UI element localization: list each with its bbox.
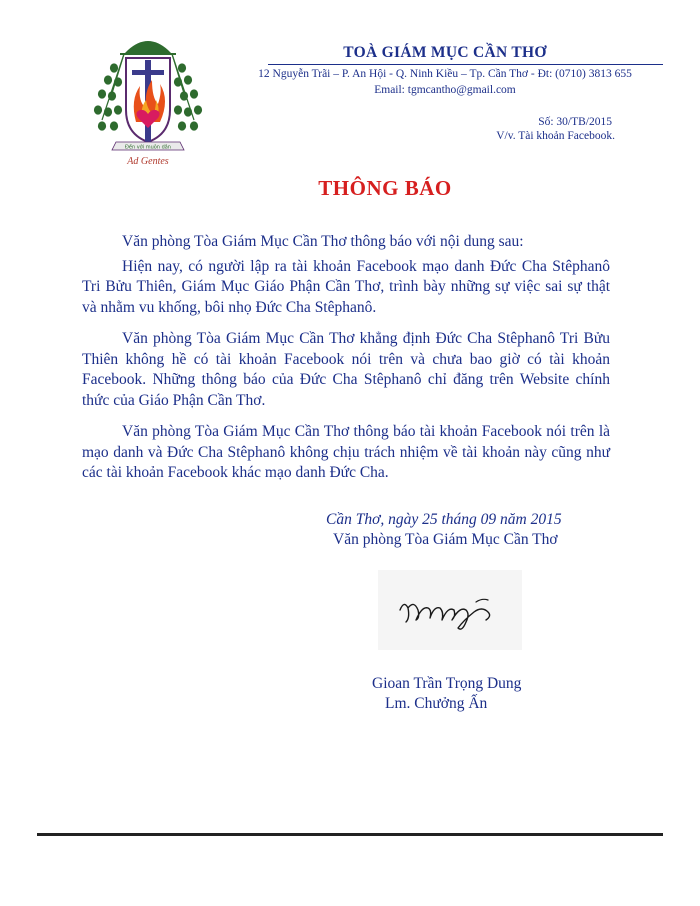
body-paragraph: Văn phòng Tòa Giám Mục Cần Thơ thông báo tài khoản Facebook nói trên là mạo danh và Đức Cha Stêphanô không chịu trách nhiệm về tài khoản này cũng như các tài khoản Facebook khác mạo danh Đức Cha. — [82, 423, 610, 481]
document-body — [82, 232, 610, 495]
signing-office: Văn phòng Tòa Giám Mục Cần Thơ — [333, 531, 558, 548]
organization-name: TOÀ GIÁM MỤC CẦN THƠ — [343, 44, 547, 61]
body-paragraph: Hiện nay, có người lập ra tài khoản Facebook mạo danh Đức Cha Stêphanô Tri Bửu Thiên, Giám Mục Giáo Phận Cần Thơ, trình bày những sự việc sai sự thật và nhằm vu khống, bôi nhọ Đức Cha Stêphanô. — [82, 257, 610, 316]
coat-of-arms-icon — [88, 30, 208, 168]
signature-image — [378, 570, 522, 650]
signer-name: Gioan Trần Trọng Dung — [372, 675, 522, 692]
organization-email: Email: tgmcantho@gmail.com — [374, 84, 516, 96]
crest-banner-text: Đến với muôn dân — [125, 144, 171, 151]
crest-motto-text: Ad Gentes — [127, 156, 169, 167]
place-and-date: Cần Thơ, ngày 25 tháng 09 năm 2015 — [326, 511, 562, 528]
signer-title: Lm. Chưởng Ấn — [385, 695, 488, 712]
handwritten-signature-icon — [378, 570, 522, 650]
header-divider — [268, 64, 663, 65]
body-intro: Văn phòng Tòa Giám Mục Cần Thơ thông báo với nội dung sau: — [122, 233, 524, 250]
document-number: Số: 30/TB/2015 — [538, 116, 612, 128]
body-paragraph: Văn phòng Tòa Giám Mục Cần Thơ khẳng định Đức Cha Stêphanô Tri Bửu Thiên không hề có tài khoản Facebook nói trên và chưa bao giờ có tài khoản Facebook. Những thông báo của Đức Cha Stêphanô chỉ đăng trên Website chính thức của Giáo Phận Cần Thơ. — [82, 330, 610, 409]
document-subject: V/v. Tài khoản Facebook. — [496, 130, 615, 142]
organization-address: 12 Nguyễn Trãi – P. An Hội - Q. Ninh Kiều – Tp. Cần Thơ - Đt: (0710) 3813 655 — [258, 68, 632, 80]
document-title: THÔNG BÁO — [318, 176, 452, 200]
footer-divider — [37, 833, 663, 836]
